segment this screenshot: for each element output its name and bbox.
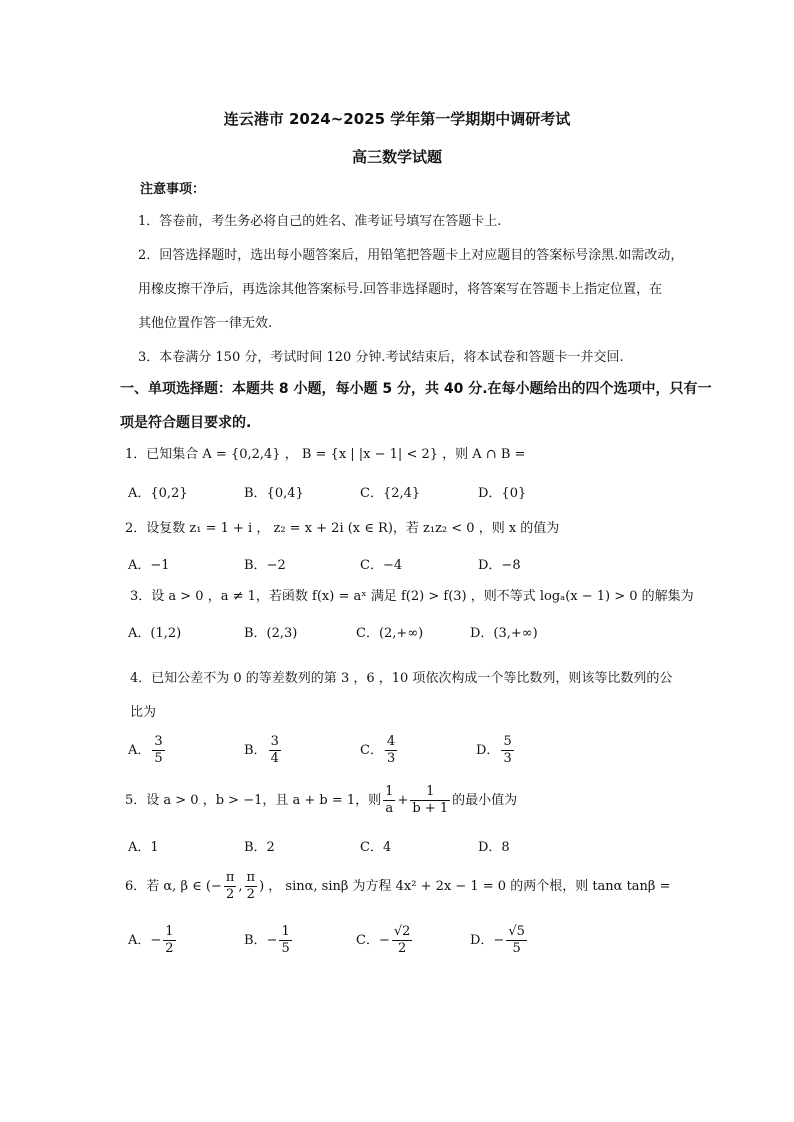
question-4-option-d: D． $\frac{5}{3}$ [476,734,512,766]
question-4-stem-cont: 比为 [130,705,157,720]
question-6-option-d: D．− $\frac{√5}{5}$ [470,924,525,956]
notes-heading: 注意事项： [140,182,206,197]
note-line: 3．本卷满分 150 分，考试时间 120 分钟.考试结束后，将本试卷和答题卡一并交回. [138,350,624,365]
question-4-option-a: A． $\frac{3}{5}$ [128,734,163,766]
question-2-stem: 2．设复数 z₁ = 1 + i ， z₂ = x + 2i (x ∈ R)，若 z₁z₂ < 0 ，则 x 的值为 [125,521,560,536]
question-4-option-c: C． $\frac{4}{3}$ [360,734,396,766]
question-6-stem: 6．若 α, β ∈ (− $\frac{\pi}{2}$ , $\frac{\pi}{2}$ ) ， sinα, sinβ 为方程 4x² + 2x − 1 = 0 的两个根，则 tanα tanβ = [125,870,671,902]
question-4-stem: 4．已知公差不为 0 的等差数列的第 3 ，6 ，10 项依次构成一个等比数列，则该等比数列的公 [130,671,673,686]
question-6-option-b: B．− $\frac{1}{5}$ [244,924,290,956]
question-3-option-a: A．(1,2) [128,626,182,641]
note-line: 其他位置作答一律无效. [138,316,273,331]
question-5-option-c: C．4 [360,840,392,855]
question-3-option-d: D．(3,+∞) [470,626,538,641]
question-2-option-a: A．−1 [128,558,170,573]
note-line: 2．回答选择题时，选出每小题答案后，用铅笔把答题卡上对应题目的答案标号涂黑.如需改动， [138,248,684,263]
question-6-option-c: C．− $\frac{√2}{2}$ [356,924,411,956]
question-5-stem: 5．设 a > 0 ，b > −1，且 a + b = 1，则 $\frac{1}{a}$ + $\frac{1}{b + 1}$ 的最小值为 [125,784,518,816]
question-6-option-a: A．− $\frac{1}{2}$ [128,924,174,956]
question-1-option-d: D．{0} [478,486,527,501]
note-line: 用橡皮擦干净后，再选涂其他答案标号.回答非选择题时，将答案写在答题卡上指定位置，在 [138,282,663,297]
note-line: 1．答卷前，考生务必将自己的姓名、准考证号填写在答题卡上. [138,214,502,229]
question-3-option-c: C．(2,+∞) [356,626,424,641]
question-1-option-b: B．{0,4} [244,486,304,501]
question-4-option-b: B． $\frac{3}{4}$ [244,734,279,766]
section-heading-cont: 项是符合题目要求的. [120,415,252,431]
question-1-option-a: A．{0,2} [128,486,188,501]
question-5-option-d: D．8 [478,840,510,855]
question-2-option-c: C．−4 [360,558,403,573]
section-heading: 一、单项选择题：本题共 8 小题，每小题 5 分，共 40 分.在每小题给出的四个选项中，只有一 [120,381,712,397]
exam-title: 连云港市 2024~2025 学年第一学期期中调研考试 [223,110,571,128]
question-2-option-b: B．−2 [244,558,286,573]
question-3-option-b: B．(2,3) [244,626,298,641]
question-1-stem: 1．已知集合 A = {0,2,4} ， B = {x | |x − 1| < 2} ，则 A ∩ B = [125,447,526,462]
question-1-option-c: C．{2,4} [360,486,421,501]
question-2-option-d: D．−8 [478,558,521,573]
question-5-option-b: B．2 [244,840,275,855]
question-3-stem: 3．设 a > 0 ，a ≠ 1，若函数 f(x) = aˣ 满足 f(2) > f(3) ，则不等式 logₐ(x − 1) > 0 的解集为 [130,589,694,604]
exam-subtitle: 高三数学试题 [351,148,442,166]
question-5-option-a: A．1 [128,840,159,855]
